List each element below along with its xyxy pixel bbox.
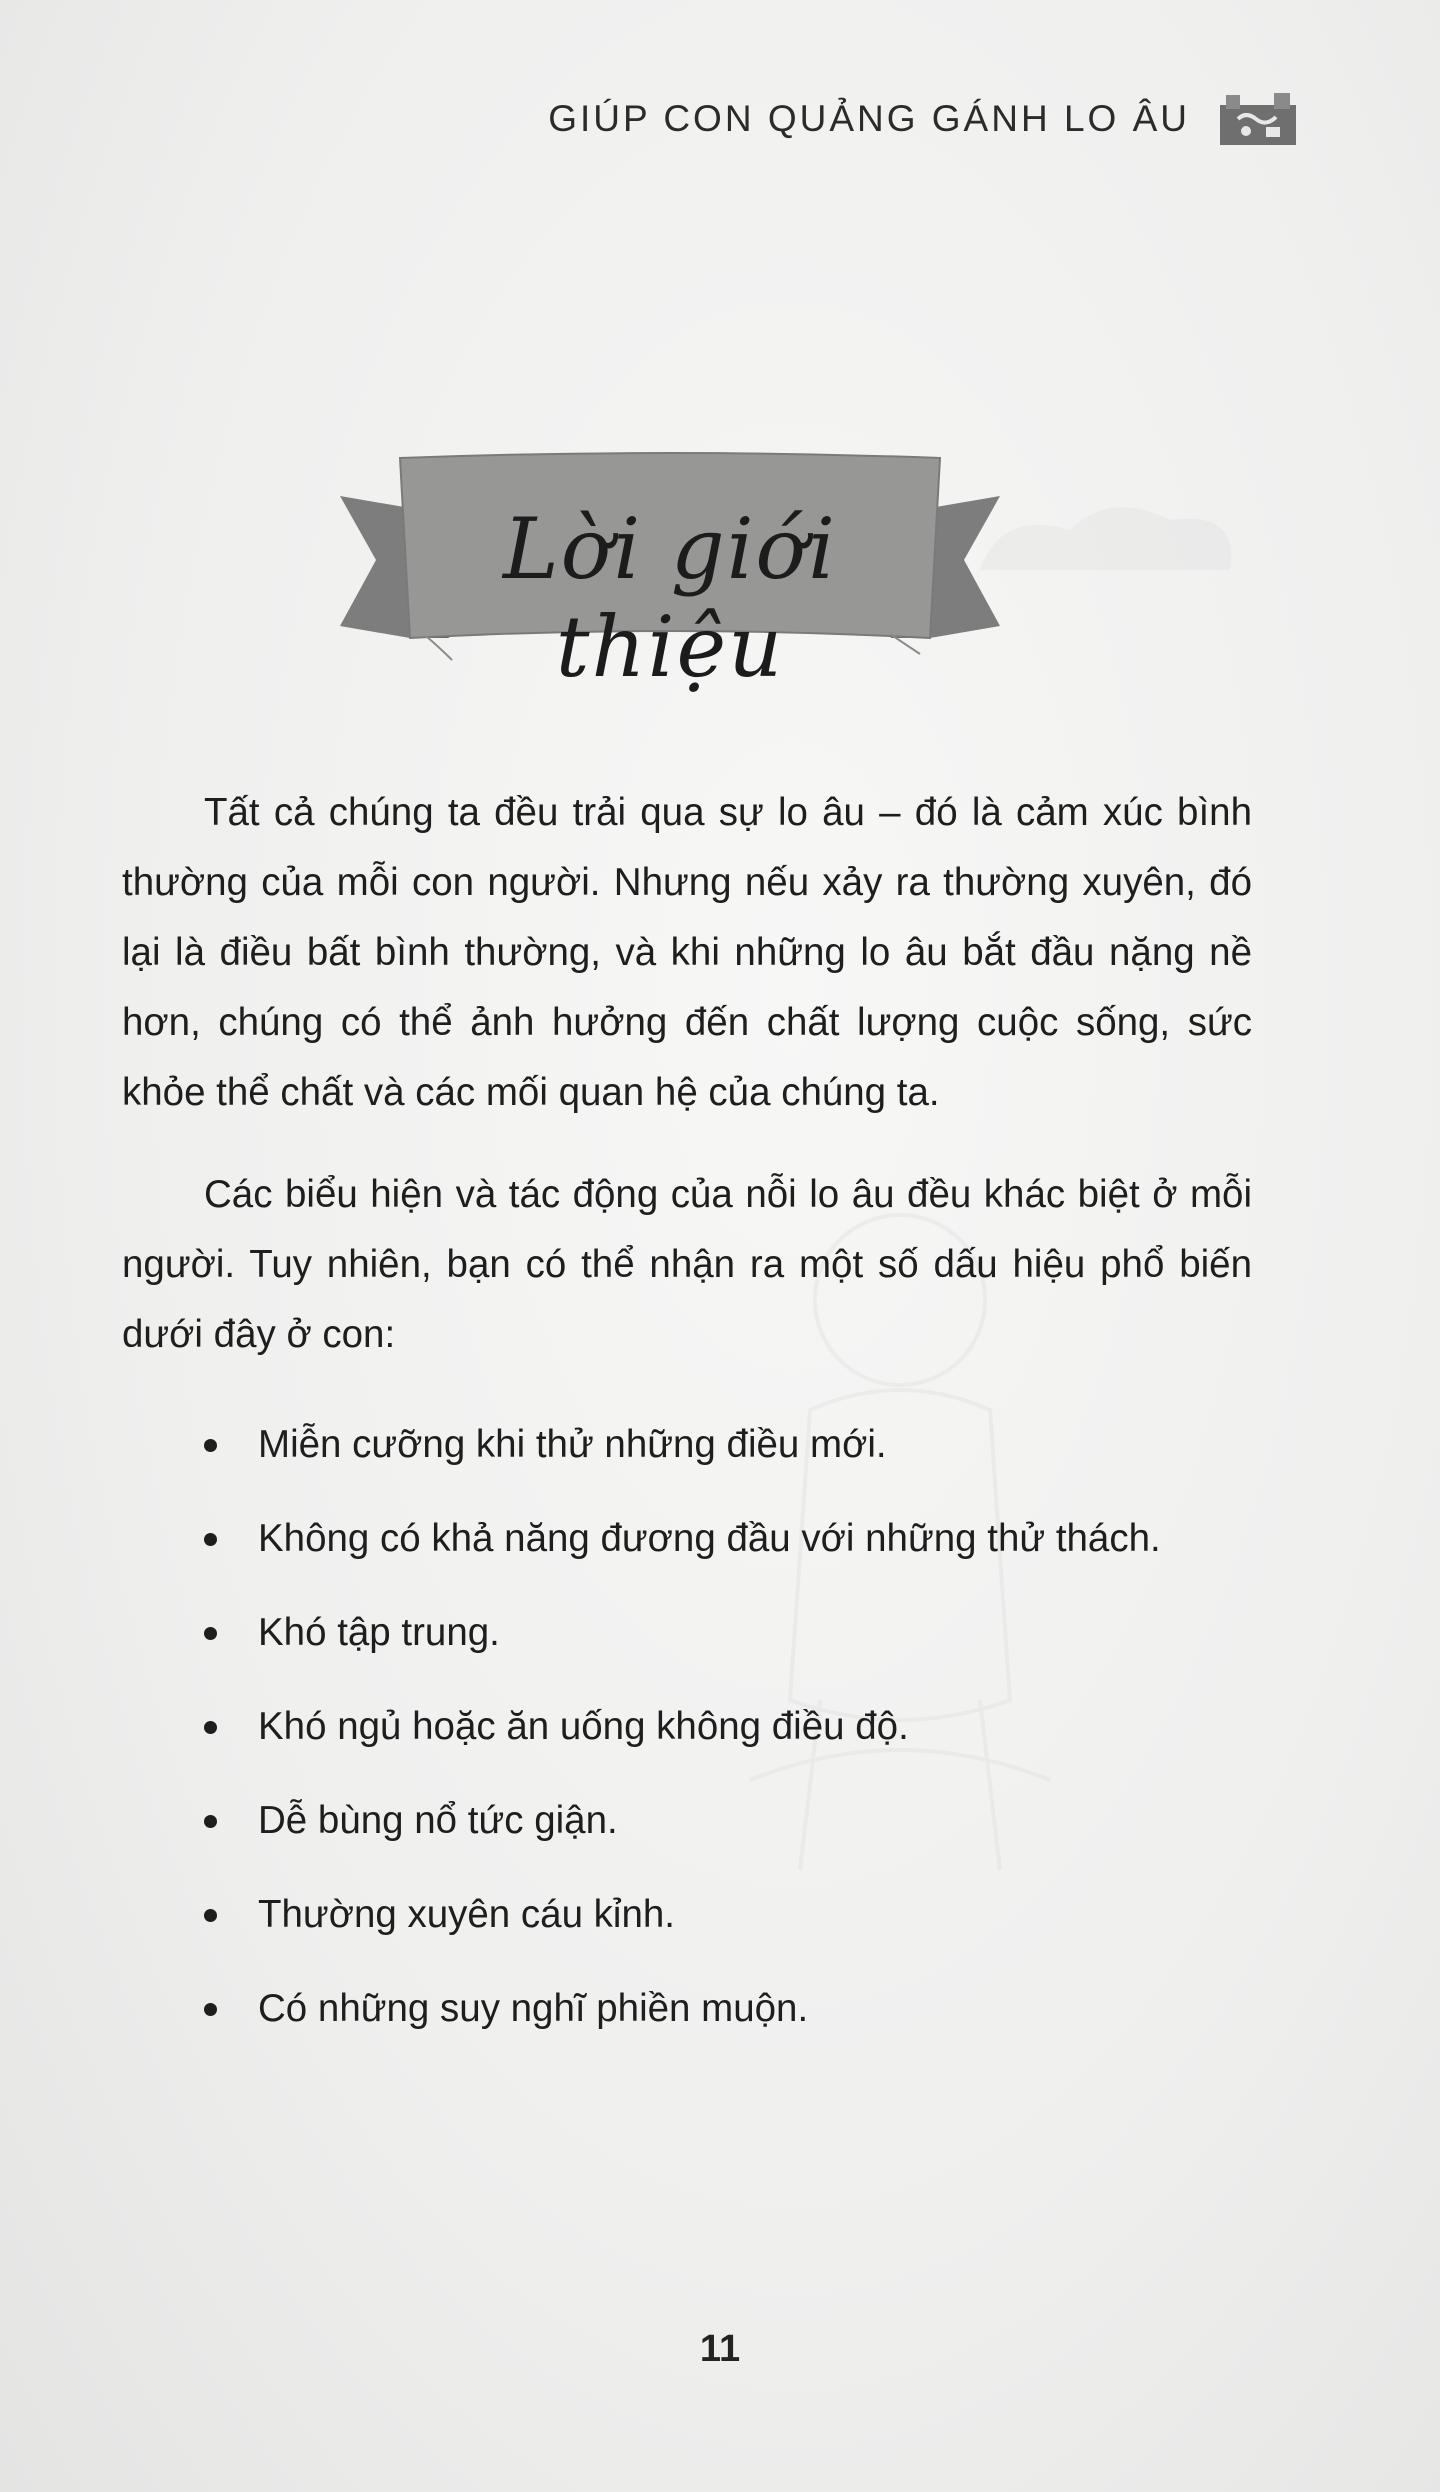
chapter-title: Lời giới thiệu — [503, 500, 837, 696]
paragraph-signs: Các biểu hiện và tác động của nỗi lo âu đều khác biệt ở mỗi người. Tuy nhiên, bạn có thể nhận ra một số dấu hiệu phổ biến dưới đây ở con: — [122, 1173, 1252, 1356]
list-item — [122, 1962, 1252, 2056]
list-item-text: Khó ngủ hoặc ăn uống không điều độ. — [258, 1705, 909, 1748]
bullet-icon — [204, 1909, 217, 1922]
list-item-text: Miễn cưỡng khi thử những điều mới. — [258, 1423, 887, 1466]
running-header — [548, 84, 1300, 154]
bullet-icon — [204, 1815, 217, 1828]
bullet-icon — [204, 1533, 217, 1546]
title-banner — [330, 448, 1010, 696]
list-item-text: Thường xuyên cáu kỉnh. — [258, 1893, 675, 1936]
bullet-icon — [204, 1721, 217, 1734]
list-item — [122, 1586, 1252, 1680]
list-item — [122, 1774, 1252, 1868]
list-item — [122, 1398, 1252, 1492]
list-item-text: Không có khả năng đương đầu với những thử thách. — [258, 1517, 1161, 1560]
anxiety-signs-list — [122, 1398, 1252, 2056]
list-item — [122, 1680, 1252, 1774]
bullet-icon — [204, 1627, 217, 1640]
paragraph-intro: Tất cả chúng ta đều trải qua sự lo âu – đó là cảm xúc bình thường của mỗi con người. Nhưng nếu xảy ra thường xuyên, đó lại là điều bất bình thường, và khi những lo âu bắt đầu nặng nề hơn, chúng có thể ảnh hưởng đến chất lượng cuộc sống, sức khỏe thể chất và các mối quan hệ của chúng ta. — [122, 791, 1252, 1114]
list-item — [122, 1868, 1252, 1962]
body-text — [122, 778, 1252, 2056]
running-title: GIÚP CON QUẢNG GÁNH LO ÂU — [548, 98, 1190, 139]
bullet-icon — [204, 1439, 217, 1452]
list-item — [122, 1492, 1252, 1586]
list-item-text: Dễ bùng nổ tức giận. — [258, 1799, 618, 1842]
book-logo-icon — [1216, 89, 1300, 149]
bullet-icon — [204, 2003, 217, 2016]
page-number: 11 — [699, 2328, 741, 2370]
list-item-text: Khó tập trung. — [258, 1611, 500, 1654]
list-item-text: Có những suy nghĩ phiền muộn. — [258, 1987, 809, 2030]
